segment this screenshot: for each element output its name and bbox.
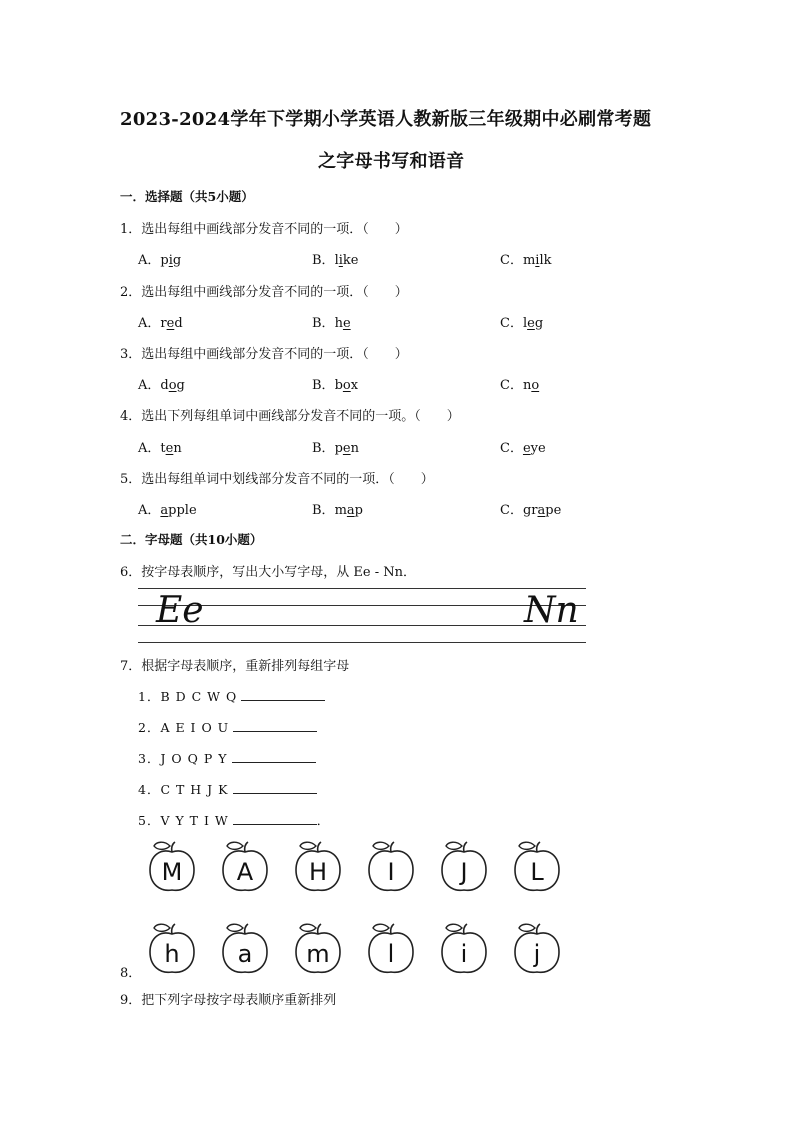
question-4-option-a[interactable]: A．ten xyxy=(138,441,182,456)
reorder-item-1[interactable]: 1．B D C W Q xyxy=(138,687,325,705)
writing-line-upper-mid xyxy=(138,605,586,606)
question-2-option-a[interactable]: A．red xyxy=(138,316,183,331)
apple-letter: L xyxy=(530,858,544,886)
question-4-option-c[interactable]: C．eye xyxy=(500,441,546,456)
apple-letter: a xyxy=(237,940,253,968)
apple-letter: J xyxy=(460,858,468,886)
question-3-option-c[interactable]: C．no xyxy=(500,378,540,393)
apple-upper-5 xyxy=(442,842,486,890)
question-3-option-a[interactable]: A．dog xyxy=(138,378,185,393)
question-7-stem: 7．根据字母表顺序，重新排列每组字母 xyxy=(120,659,350,674)
apple-lower-4 xyxy=(369,924,413,972)
question-3-option-b[interactable]: B．box xyxy=(312,378,359,393)
question-5-option-b[interactable]: B．map xyxy=(312,503,363,518)
question-1-option-c[interactable]: C．milk xyxy=(500,253,552,268)
apple-upper-6 xyxy=(515,842,559,890)
reorder-item-3[interactable]: 3．J O Q P Y xyxy=(138,749,316,767)
apple-letter: h xyxy=(164,940,180,968)
question-5-stem: 5．选出每组单词中划线部分发音不同的一项．（ ） xyxy=(120,472,434,487)
apple-letters-figure xyxy=(140,836,580,976)
question-1-stem: 1．选出每组中画线部分发音不同的一项．（ ） xyxy=(120,222,408,237)
page-title: 2023-2024学年下学期小学英语人教新版三年级期中必刷常考题 xyxy=(120,109,652,130)
apple-letter: j xyxy=(533,940,541,968)
apple-lower-2 xyxy=(223,924,267,972)
apple-letter: M xyxy=(161,858,183,886)
question-9-stem: 9．把下列字母按字母表顺序重新排列 xyxy=(120,993,337,1008)
answer-blank[interactable] xyxy=(233,719,317,732)
question-3-stem: 3．选出每组中画线部分发音不同的一项．（ ） xyxy=(120,347,408,362)
apple-letter: m xyxy=(306,940,330,968)
apple-lower-3 xyxy=(296,924,340,972)
answer-blank[interactable] xyxy=(232,750,316,763)
section-heading-choice: 一．选择题（共5小题） xyxy=(120,189,254,204)
apple-lower-5 xyxy=(442,924,486,972)
reorder-item-5[interactable]: 5．V Y T I W ． xyxy=(138,813,331,828)
question-6-stem: 6．按字母表顺序，写出大小写字母，从 Ee - Nn． xyxy=(120,565,416,580)
answer-blank[interactable] xyxy=(233,781,317,794)
question-2-option-c[interactable]: C．leg xyxy=(500,316,544,331)
section-heading-letters: 二．字母题（共10小题） xyxy=(120,532,263,547)
page-subtitle: 之字母书写和语音 xyxy=(318,151,465,172)
writing-line-top xyxy=(138,588,586,589)
question-5-option-c[interactable]: C．grape xyxy=(500,503,562,518)
writing-line-lower-mid xyxy=(138,625,586,626)
apple-upper-4 xyxy=(369,842,413,890)
question-4-option-b[interactable]: B．pen xyxy=(312,441,359,456)
handwriting-lines[interactable] xyxy=(138,588,586,644)
question-4-stem: 4．选出下列每组单词中画线部分发音不同的一项。（ ） xyxy=(120,409,460,424)
apple-letter: i xyxy=(460,940,468,968)
answer-blank[interactable] xyxy=(233,812,317,825)
question-1-option-a[interactable]: A．pig xyxy=(138,253,182,268)
question-5-option-a[interactable]: A．apple xyxy=(138,503,197,518)
start-letters: Ee xyxy=(156,590,204,631)
end-letters: Nn xyxy=(524,590,579,631)
apple-upper-2 xyxy=(223,842,267,890)
apple-lower-1 xyxy=(150,924,194,972)
question-2-option-b[interactable]: B．he xyxy=(312,316,351,331)
apple-letter: A xyxy=(236,858,254,886)
apple-upper-3 xyxy=(296,842,340,890)
apple-letter: l xyxy=(387,940,395,968)
apple-upper-1 xyxy=(150,842,194,890)
question-1-option-b[interactable]: B．like xyxy=(312,253,359,268)
reorder-item-4[interactable]: 4．C T H J K xyxy=(138,780,317,798)
apple-lower-6 xyxy=(515,924,559,972)
answer-blank[interactable] xyxy=(241,688,325,701)
apple-letter: H xyxy=(308,858,328,886)
writing-line-bottom xyxy=(138,642,586,643)
question-8-label: 8． xyxy=(120,966,142,981)
question-2-stem: 2．选出每组中画线部分发音不同的一项．（ ） xyxy=(120,285,408,300)
reorder-item-2[interactable]: 2．A E I O U xyxy=(138,718,317,736)
apple-letter: I xyxy=(387,858,395,886)
